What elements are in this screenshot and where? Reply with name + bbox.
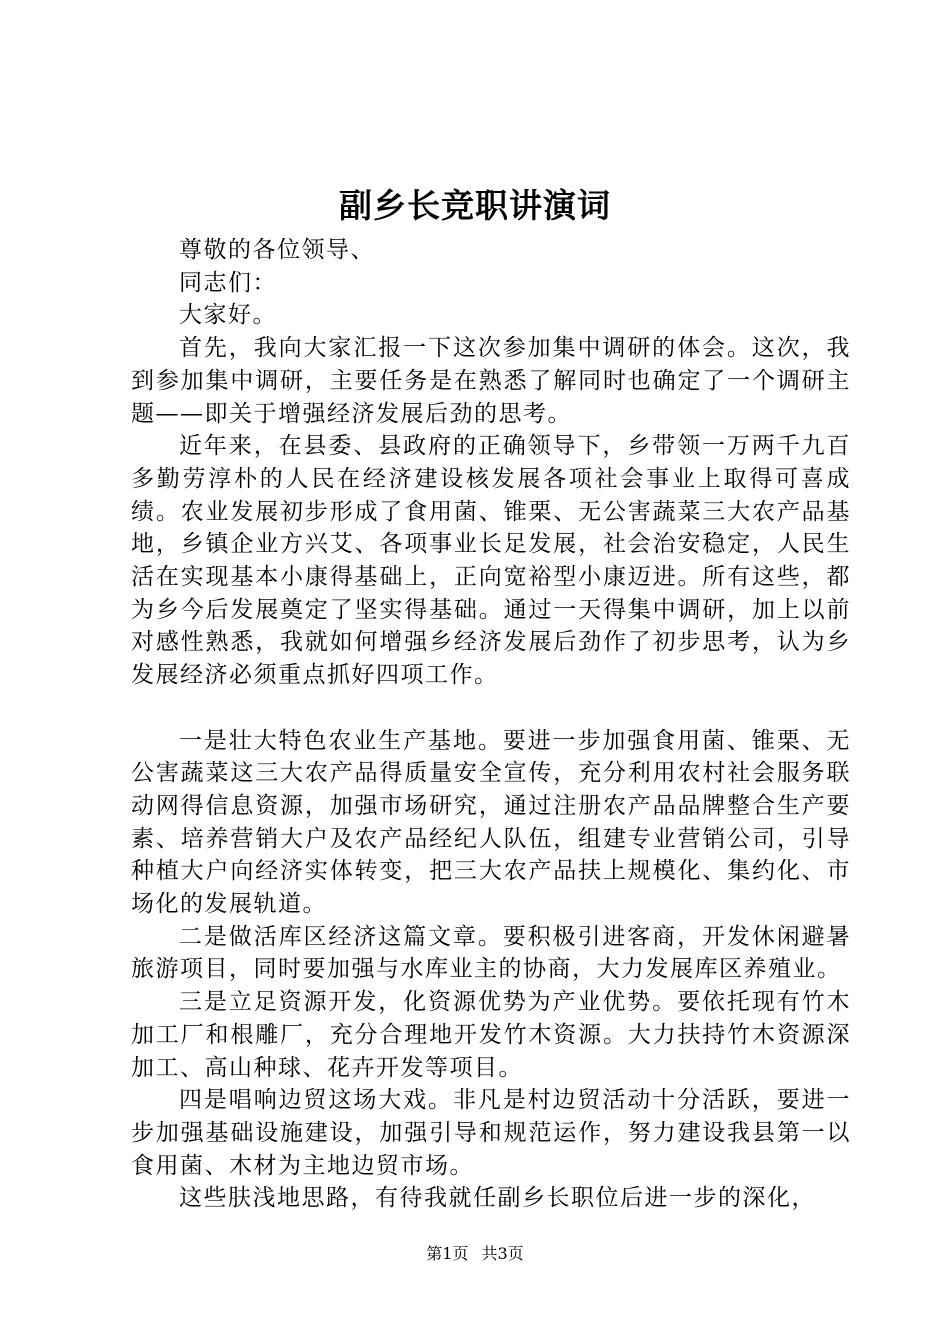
page-footer	[0, 1243, 950, 1265]
document-body	[131, 234, 851, 1215]
body-paragraph: 三是立足资源开发，化资源优势为产业优势。要依托现有竹木加工厂和根雕厂，充分合理地开发竹木资源。大力扶持竹木资源深加工、高山种球、花卉开发等项目。	[131, 989, 851, 1081]
body-paragraph: 一是壮大特色农业生产基地。要进一步加强食用菌、锥栗、无公害蔬菜这三大农产品得质量安全宣传，充分利用农村社会服务联动网得信息资源，加强市场研究，通过注册农产品品牌整合生产要素、培养营销大户及农产品经纪人队伍，组建专业营销公司，引导种植大户向经济实体转变，把三大农产品扶上规模化、集约化、市场化的发展轨道。	[131, 727, 851, 918]
salutation-line: 同志们：	[179, 269, 277, 296]
page-total: 共3页	[481, 1244, 524, 1263]
body-paragraph: 首先，我向大家汇报一下这次参加集中调研的体会。这次，我到参加集中调研，主要任务是在熟悉了解同时也确定了一个调研主题——即关于增强经济发展后劲的思考。	[131, 335, 851, 427]
page-number: 第1页	[426, 1244, 469, 1263]
body-paragraph: 二是做活库区经济这篇文章。要积极引进客商，开发休闲避暑旅游项目，同时要加强与水库业主的协商，大力发展库区养殖业。	[131, 923, 851, 983]
greeting-line: 大家好。	[179, 302, 277, 329]
body-paragraph: 四是唱响边贸这场大戏。非凡是村边贸活动十分活跃，要进一步加强基础设施建设，加强引导和规范运作，努力建设我县第一以食用菌、木材为主地边贸市场。	[131, 1087, 851, 1179]
document-title: 副乡长竞职讲演词	[339, 186, 611, 225]
body-paragraph: 这些肤浅地思路，有待我就任副乡长职位后进一步的深化，	[179, 1185, 816, 1212]
body-paragraph: 近年来，在县委、县政府的正确领导下，乡带领一万两千九百多勤劳淳朴的人民在经济建设核发展各项社会事业上取得可喜成绩。农业发展初步形成了食用菌、锥栗、无公害蔬菜三大农产品基地，乡镇企业方兴艾、各项事业长足发展，社会治安稳定，人民生活在实现基本小康得基础上，正向宽裕型小康迈进。所有这些，都为乡今后发展奠定了坚实得基础。通过一天得集中调研，加上以前对感性熟悉，我就如何增强乡经济发展后劲作了初步思考，认为乡发展经济必须重点抓好四项工作。	[131, 433, 851, 689]
salutation-line: 尊敬的各位领导、	[179, 237, 375, 263]
